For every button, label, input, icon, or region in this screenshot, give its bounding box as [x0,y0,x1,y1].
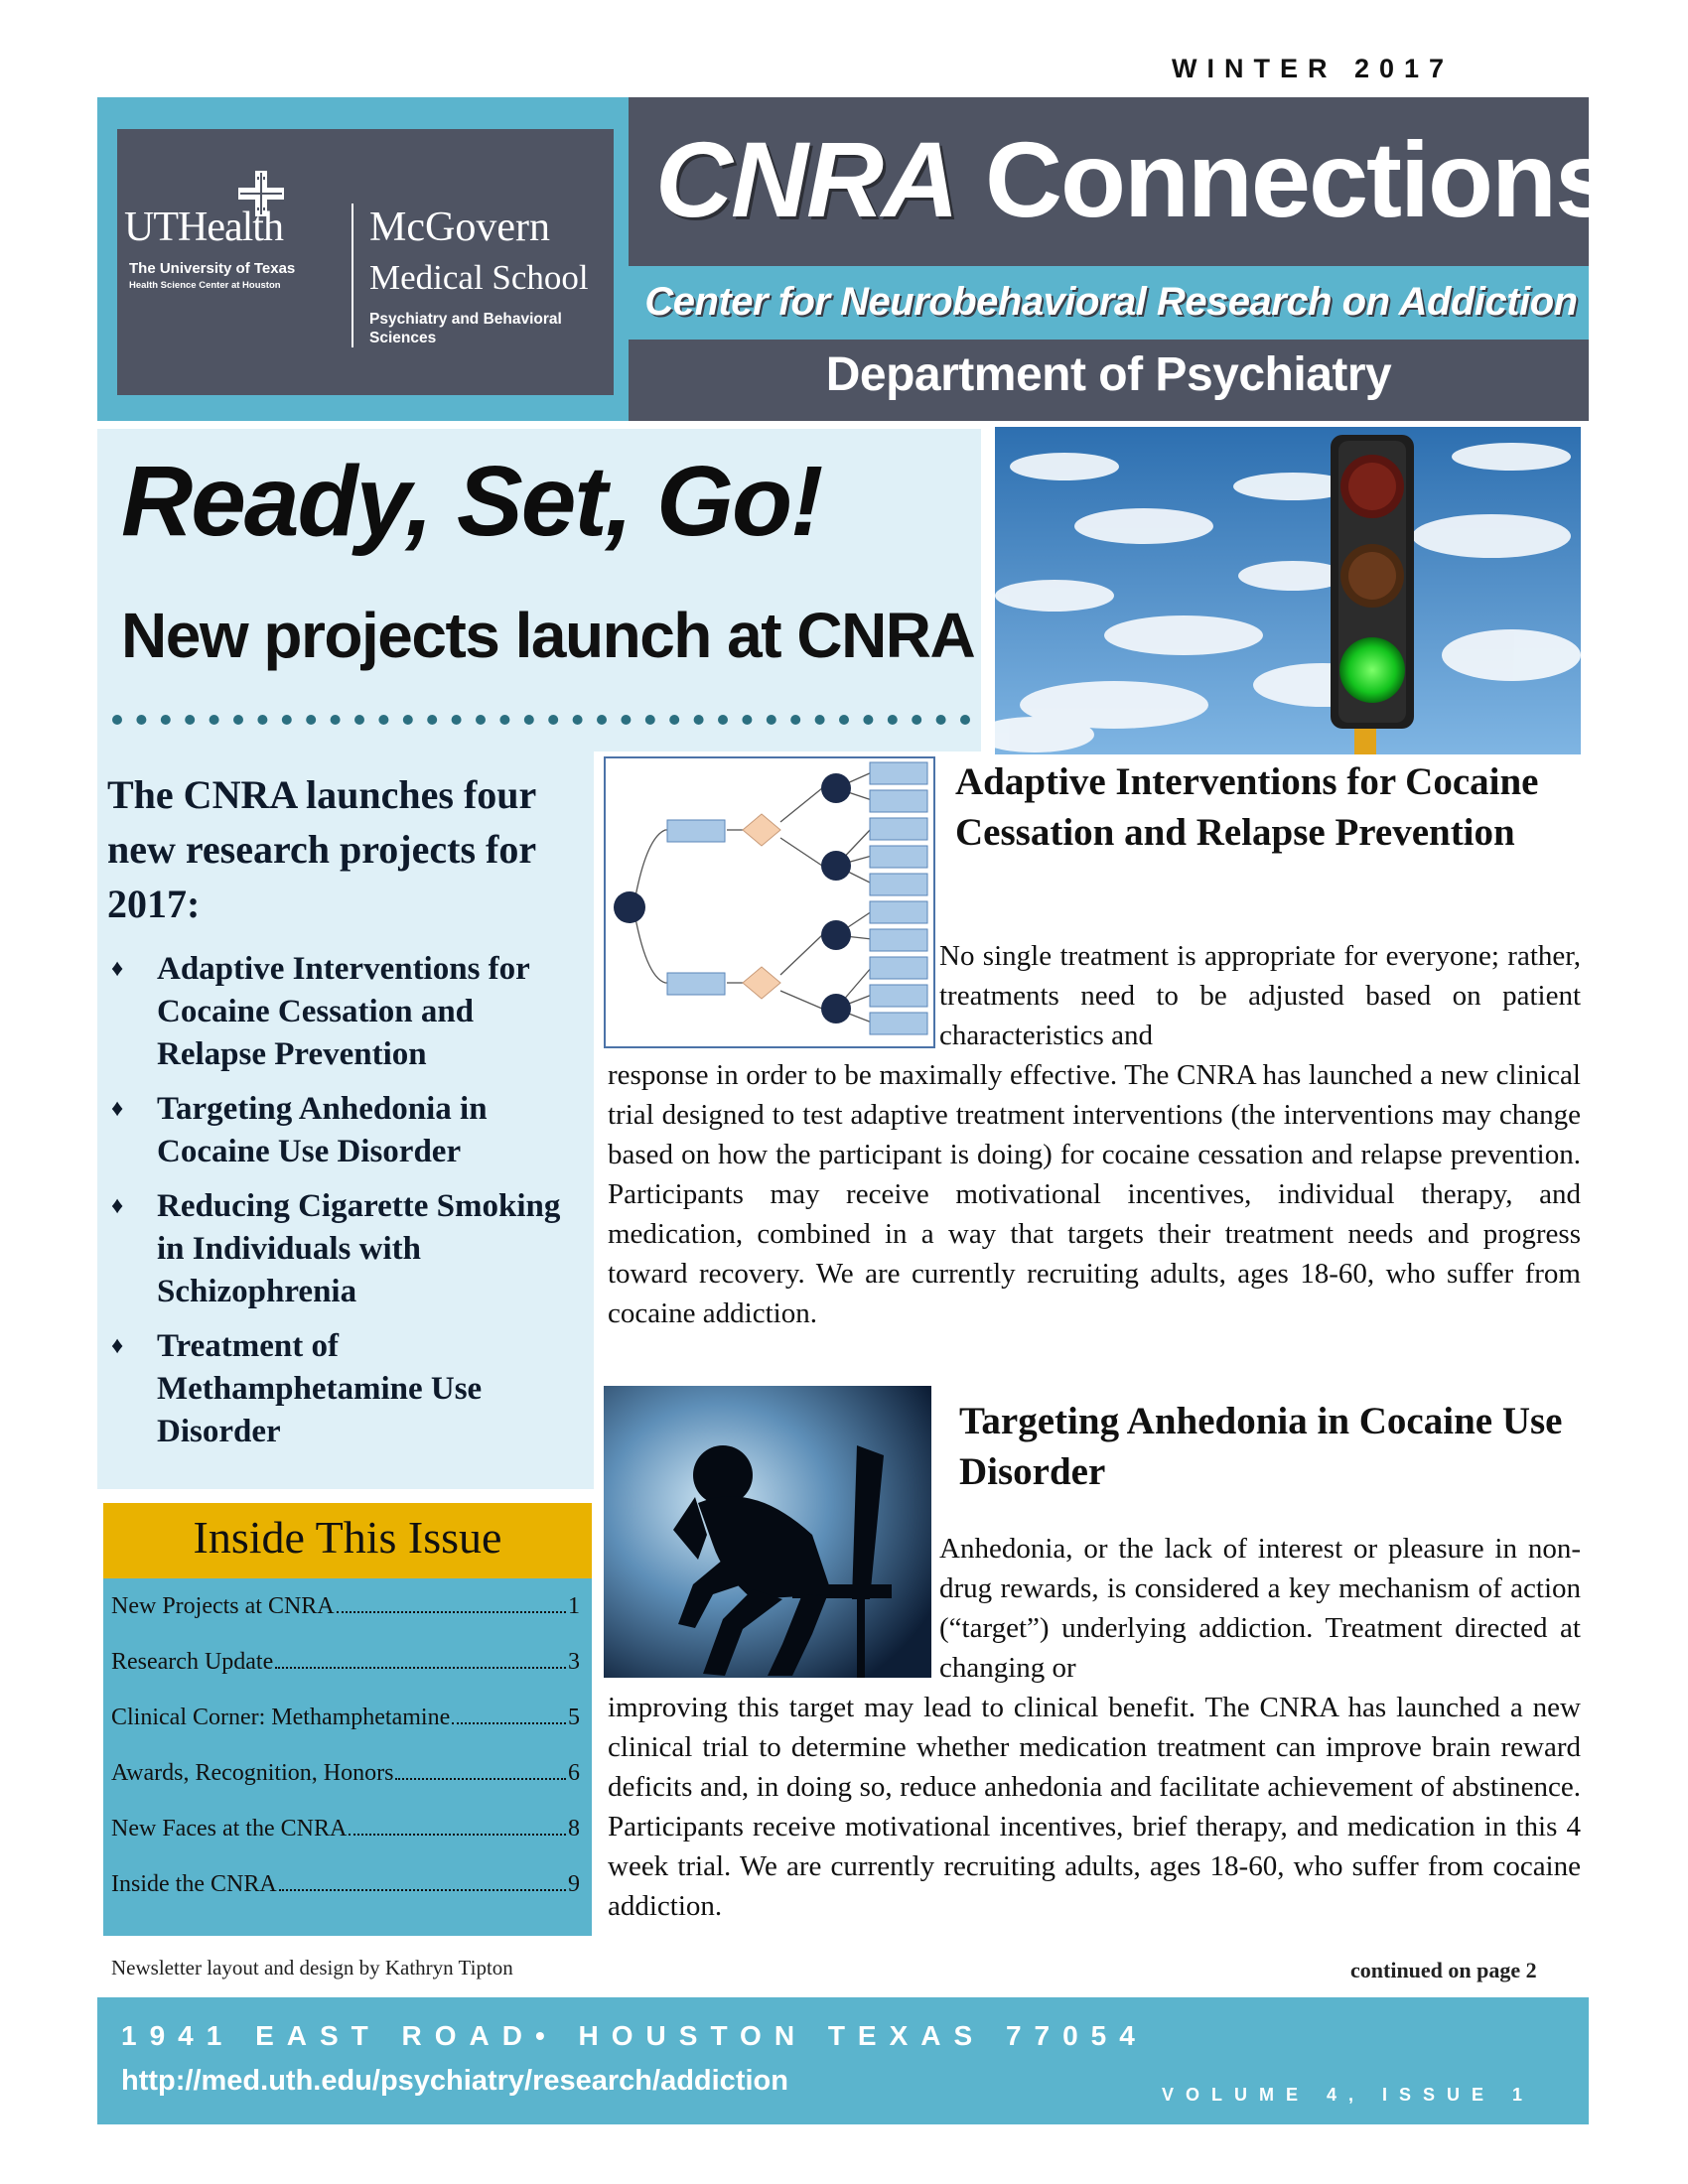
article-1-body: response in order to be maximally effective. The CNRA has launched a new clinical trial designed to test adaptive treatment interventions (the interventions may change based on how the participant is doing) for cocaine cessation and relapse prevention. Participants may receive motivational incentives, individual therapy, and medication, combined in a way that targets their treatment needs and progress toward recovery. We are currently recruiting adults, ages 18-60, who suffer from cocaine addiction. [608,1059,1581,1329]
divider-dot [282,715,292,725]
list-item: ♦ Adaptive Interventions for Cocaine Cessation and Relapse Prevention [107,948,584,1076]
divider-dot [694,715,704,725]
article-1-title: Adaptive Interventions for Cocaine Cessation and Relapse Prevention [955,760,1539,854]
inside-issue-heading: Inside This Issue [193,1512,502,1563]
toc-entry[interactable]: Awards, Recognition, Honors 6 [111,1760,580,1786]
volume-issue: VOLUME 4, ISSUE 1 [1162,2085,1535,2105]
dotted-divider [109,705,983,735]
divider-dot [669,715,679,725]
list-item: ♦ Targeting Anhedonia in Cocaine Use Disorder [107,1088,584,1173]
divider-dot [742,715,752,725]
divider-dot [839,715,849,725]
center-line: Health Science Center at Houston [129,280,281,291]
feature-headline: Ready, Set, Go! [121,446,822,557]
divider-dot [136,715,146,725]
logo-divider [352,204,353,347]
divider-dot [233,715,243,725]
diamond-bullet-icon: ♦ [111,1333,124,1359]
school-name-line2: Medical School [369,258,589,297]
article-2-body: improving this target may lead to clinical benefit. The CNRA has launched a new clinical trial to determine whether medication treatment can improve brain reward deficits and, in doing so, reduce anhedonia and facilitate achievement of abstinence. Participants receive motivational incentives, brief therapy, and medication in this 4 week trial. We are currently recruiting adults, ages 18-60, who suffer from cocaine addiction. [608,1692,1581,1922]
list-item: ♦ Treatment of Methamphetamine Use Disorder [107,1325,584,1453]
divider-dot [427,715,437,725]
divider-dot [499,715,509,725]
divider-dot [161,715,171,725]
diamond-bullet-icon: ♦ [111,1193,124,1219]
divider-dot [573,715,583,725]
footer-address: 1941 EAST ROAD• HOUSTON TEXAS 77054 [121,2020,1148,2051]
toc-entry[interactable]: Clinical Corner: Methamphetamine 5 [111,1705,580,1730]
newsletter-subtitle: Center for Neurobehavioral Research on Addiction [644,280,1578,324]
divider-dot [815,715,825,725]
decision-tree-diagram [604,756,935,1048]
newsletter-title [655,117,1613,241]
divider-dot [185,715,195,725]
edition-label: WINTER 2017 [1172,54,1455,83]
divider-dot [790,715,800,725]
traffic-light-photo [995,427,1581,754]
divider-dot [354,715,364,725]
divider-dot [863,715,873,725]
project-list [107,948,584,1465]
divider-dot [936,715,946,725]
divider-dot [378,715,388,725]
divider-dot [645,715,655,725]
divider-dot [524,715,534,725]
divider-dot [621,715,631,725]
toc-entry[interactable]: New Faces at the CNRA 8 [111,1816,580,1842]
table-of-contents [111,1593,580,1927]
toc-entry[interactable]: Research Update 3 [111,1649,580,1675]
divider-dot [403,715,413,725]
feature-subheadline: New projects launch at CNRA [121,600,975,671]
divider-dot [476,715,486,725]
divider-dot [597,715,607,725]
sidebar-intro: The CNRA launches four new research projects for 2017: [107,772,536,926]
divider-dot [718,715,728,725]
diamond-bullet-icon: ♦ [111,1096,124,1122]
toc-entry[interactable]: Inside the CNRA 9 [111,1871,580,1897]
divider-dot [112,715,122,725]
title-rest: Connections [956,119,1614,239]
layout-credit: Newsletter layout and design by Kathryn Tipton [111,1956,513,1979]
continued-link[interactable]: continued on page 2 [1350,1958,1537,1982]
divider-dot [210,715,219,725]
list-item: ♦ Reducing Cigarette Smoking in Individuals with Schizophrenia [107,1185,584,1313]
footer-url-link[interactable]: http://med.uth.edu/psychiatry/research/addiction [121,2065,788,2097]
article-2-title: Targeting Anhedonia in Cocaine Use Disorder [959,1400,1563,1493]
school-name-line1: McGovern [369,205,550,250]
diamond-bullet-icon: ♦ [111,956,124,982]
divider-dot [888,715,898,725]
divider-dot [912,715,921,725]
divider-dot [548,715,558,725]
divider-dot [960,715,970,725]
divider-dot [452,715,462,725]
title-accent: CNRA [655,119,957,239]
silhouette-photo [604,1386,931,1678]
divider-dot [306,715,316,725]
article-2-body-intro: Anhedonia, or the lack of interest or pleasure in non-drug rewards, is considered a key mechanism of action (“target”) underlying addiction. Treatment directed at changing or [939,1533,1581,1684]
article-1-body-intro: No single treatment is appropriate for everyone; rather, treatments need to be adjusted based on patient characteristics and [939,940,1581,1051]
divider-dot [331,715,341,725]
divider-dot [767,715,776,725]
toc-entry[interactable]: New Projects at CNRA 1 [111,1593,580,1619]
department-name: Department of Psychiatry [825,348,1392,401]
department-logo-line: Psychiatry and Behavioral Sciences [369,311,562,346]
uthealth-wordmark: UTHealth [124,205,283,250]
divider-dot [257,715,267,725]
university-line: The University of Texas [129,260,296,277]
